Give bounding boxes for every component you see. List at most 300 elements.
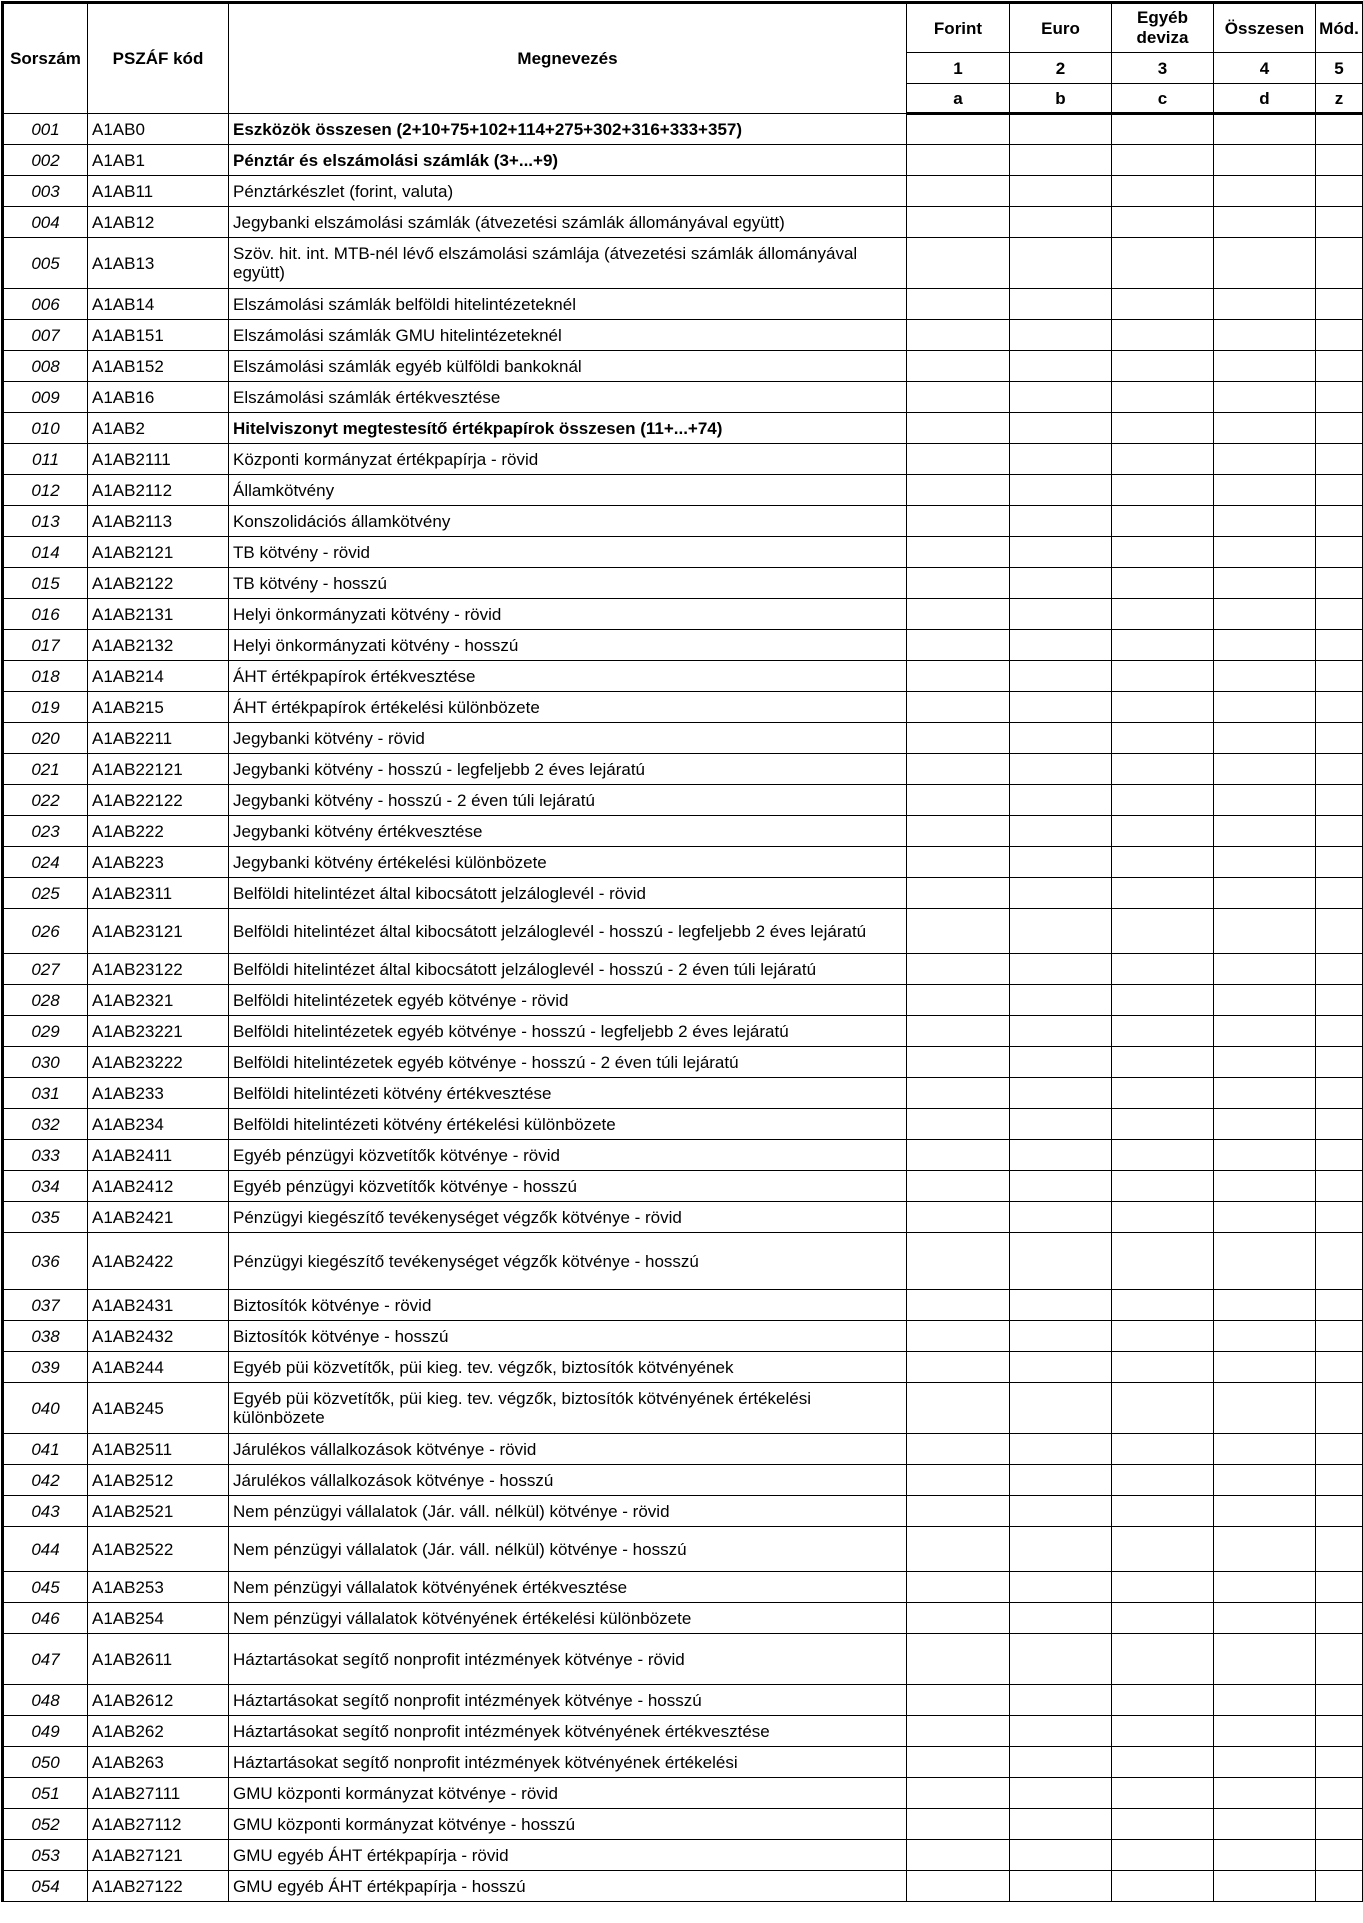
value-cell-mod[interactable] (1316, 320, 1363, 351)
value-cell-euro[interactable] (1010, 847, 1112, 878)
row-sorszam: 028 (3, 985, 88, 1016)
value-cell-forint[interactable] (907, 599, 1010, 630)
value-cell-forint[interactable] (907, 816, 1010, 847)
value-cell-egyeb-deviza[interactable] (1112, 413, 1214, 444)
value-cell-egyeb-deviza[interactable] (1112, 985, 1214, 1016)
value-cell-mod[interactable] (1316, 630, 1363, 661)
value-cell-mod[interactable] (1316, 847, 1363, 878)
value-cell-osszesen[interactable] (1214, 413, 1316, 444)
value-cell-osszesen[interactable] (1214, 1078, 1316, 1109)
value-cell-osszesen[interactable] (1214, 537, 1316, 568)
row-pszaf-kod: A1AB23122 (88, 954, 229, 985)
value-cell-osszesen[interactable] (1214, 506, 1316, 537)
row-pszaf-kod: A1AB22122 (88, 785, 229, 816)
value-cell-mod[interactable] (1316, 692, 1363, 723)
value-cell-mod[interactable] (1316, 444, 1363, 475)
value-cell-forint[interactable] (907, 1871, 1010, 1902)
value-cell-mod[interactable] (1316, 289, 1363, 320)
value-cell-osszesen[interactable] (1214, 1747, 1316, 1778)
value-cell-forint[interactable] (907, 985, 1010, 1016)
value-cell-euro[interactable] (1010, 1383, 1112, 1434)
value-cell-egyeb-deviza[interactable] (1112, 878, 1214, 909)
value-cell-osszesen[interactable] (1214, 954, 1316, 985)
value-cell-egyeb-deviza[interactable] (1112, 1527, 1214, 1572)
value-cell-forint[interactable] (907, 506, 1010, 537)
value-cell-mod[interactable] (1316, 599, 1363, 630)
value-cell-mod[interactable] (1316, 1233, 1363, 1290)
value-cell-mod[interactable] (1316, 382, 1363, 413)
value-cell-euro[interactable] (1010, 176, 1112, 207)
value-cell-mod[interactable] (1316, 1078, 1363, 1109)
table-row (3, 1352, 1363, 1383)
value-cell-egyeb-deviza[interactable] (1112, 1078, 1214, 1109)
row-megnevezes: Nem pénzügyi vállalatok kötvényének értékvesztése (229, 1572, 907, 1603)
value-cell-egyeb-deviza[interactable] (1112, 1352, 1214, 1383)
value-cell-euro[interactable] (1010, 114, 1112, 145)
value-cell-egyeb-deviza[interactable] (1112, 1496, 1214, 1527)
value-cell-forint[interactable] (907, 1047, 1010, 1078)
value-cell-forint[interactable] (907, 1634, 1010, 1685)
value-cell-forint[interactable] (907, 1078, 1010, 1109)
value-cell-osszesen[interactable] (1214, 1047, 1316, 1078)
value-cell-osszesen[interactable] (1214, 114, 1316, 145)
value-cell-egyeb-deviza[interactable] (1112, 1202, 1214, 1233)
value-cell-osszesen[interactable] (1214, 1572, 1316, 1603)
row-pszaf-kod: A1AB27122 (88, 1871, 229, 1902)
value-cell-mod[interactable] (1316, 1871, 1363, 1902)
value-cell-mod[interactable] (1316, 1290, 1363, 1321)
value-cell-euro[interactable] (1010, 1109, 1112, 1140)
value-cell-forint[interactable] (907, 1572, 1010, 1603)
value-cell-forint[interactable] (907, 1140, 1010, 1171)
value-cell-egyeb-deviza[interactable] (1112, 1747, 1214, 1778)
value-cell-osszesen[interactable] (1214, 599, 1316, 630)
value-cell-euro[interactable] (1010, 506, 1112, 537)
row-megnevezes: Belföldi hitelintézet által kibocsátott jelzáloglevél - rövid (229, 878, 907, 909)
value-cell-euro[interactable] (1010, 444, 1112, 475)
value-cell-mod[interactable] (1316, 909, 1363, 954)
value-cell-egyeb-deviza[interactable] (1112, 1383, 1214, 1434)
table-row (3, 1233, 1363, 1290)
value-cell-egyeb-deviza[interactable] (1112, 1685, 1214, 1716)
value-cell-mod[interactable] (1316, 754, 1363, 785)
value-cell-osszesen[interactable] (1214, 1871, 1316, 1902)
value-cell-mod[interactable] (1316, 878, 1363, 909)
value-cell-forint[interactable] (907, 1109, 1010, 1140)
value-cell-euro[interactable] (1010, 382, 1112, 413)
value-cell-egyeb-deviza[interactable] (1112, 723, 1214, 754)
value-cell-egyeb-deviza[interactable] (1112, 568, 1214, 599)
row-megnevezes: Jegybanki kötvény értékvesztése (229, 816, 907, 847)
value-cell-euro[interactable] (1010, 1496, 1112, 1527)
value-cell-forint[interactable] (907, 1685, 1010, 1716)
value-cell-euro[interactable] (1010, 537, 1112, 568)
value-cell-forint[interactable] (907, 1603, 1010, 1634)
value-cell-forint[interactable] (907, 1840, 1010, 1871)
value-cell-mod[interactable] (1316, 506, 1363, 537)
value-cell-egyeb-deviza[interactable] (1112, 1778, 1214, 1809)
value-cell-euro[interactable] (1010, 1871, 1112, 1902)
value-cell-euro[interactable] (1010, 1572, 1112, 1603)
value-cell-euro[interactable] (1010, 1171, 1112, 1202)
value-cell-osszesen[interactable] (1214, 1352, 1316, 1383)
value-cell-euro[interactable] (1010, 413, 1112, 444)
value-cell-forint[interactable] (907, 1290, 1010, 1321)
value-cell-osszesen[interactable] (1214, 1140, 1316, 1171)
row-megnevezes: Eszközök összesen (2+10+75+102+114+275+302+316+333+357) (229, 114, 907, 145)
value-cell-osszesen[interactable] (1214, 1527, 1316, 1572)
value-cell-forint[interactable] (907, 238, 1010, 289)
value-cell-euro[interactable] (1010, 1465, 1112, 1496)
value-cell-egyeb-deviza[interactable] (1112, 537, 1214, 568)
value-cell-euro[interactable] (1010, 1716, 1112, 1747)
value-cell-euro[interactable] (1010, 351, 1112, 382)
row-megnevezes: Belföldi hitelintézetek egyéb kötvénye - rövid (229, 985, 907, 1016)
value-cell-euro[interactable] (1010, 785, 1112, 816)
value-cell-osszesen[interactable] (1214, 475, 1316, 506)
value-cell-forint[interactable] (907, 289, 1010, 320)
header-colletter-z: z (1316, 84, 1363, 114)
value-cell-euro[interactable] (1010, 985, 1112, 1016)
value-cell-mod[interactable] (1316, 1716, 1363, 1747)
value-cell-mod[interactable] (1316, 1321, 1363, 1352)
value-cell-egyeb-deviza[interactable] (1112, 145, 1214, 176)
value-cell-osszesen[interactable] (1214, 1016, 1316, 1047)
value-cell-mod[interactable] (1316, 1603, 1363, 1634)
value-cell-osszesen[interactable] (1214, 1109, 1316, 1140)
value-cell-euro[interactable] (1010, 630, 1112, 661)
value-cell-osszesen[interactable] (1214, 878, 1316, 909)
row-megnevezes: TB kötvény - rövid (229, 537, 907, 568)
value-cell-egyeb-deviza[interactable] (1112, 785, 1214, 816)
value-cell-mod[interactable] (1316, 475, 1363, 506)
table-row (3, 1685, 1363, 1716)
value-cell-egyeb-deviza[interactable] (1112, 1634, 1214, 1685)
value-cell-mod[interactable] (1316, 816, 1363, 847)
value-cell-mod[interactable] (1316, 1016, 1363, 1047)
value-cell-egyeb-deviza[interactable] (1112, 847, 1214, 878)
value-cell-forint[interactable] (907, 723, 1010, 754)
value-cell-egyeb-deviza[interactable] (1112, 630, 1214, 661)
value-cell-egyeb-deviza[interactable] (1112, 1290, 1214, 1321)
value-cell-osszesen[interactable] (1214, 1434, 1316, 1465)
value-cell-forint[interactable] (907, 1171, 1010, 1202)
value-cell-mod[interactable] (1316, 1465, 1363, 1496)
value-cell-forint[interactable] (907, 1202, 1010, 1233)
value-cell-euro[interactable] (1010, 754, 1112, 785)
value-cell-mod[interactable] (1316, 1809, 1363, 1840)
value-cell-egyeb-deviza[interactable] (1112, 1716, 1214, 1747)
value-cell-mod[interactable] (1316, 176, 1363, 207)
value-cell-mod[interactable] (1316, 1434, 1363, 1465)
value-cell-egyeb-deviza[interactable] (1112, 475, 1214, 506)
value-cell-egyeb-deviza[interactable] (1112, 444, 1214, 475)
value-cell-forint[interactable] (907, 785, 1010, 816)
value-cell-egyeb-deviza[interactable] (1112, 207, 1214, 238)
value-cell-forint[interactable] (907, 1716, 1010, 1747)
value-cell-osszesen[interactable] (1214, 723, 1316, 754)
table-body (3, 114, 1363, 1902)
value-cell-osszesen[interactable] (1214, 692, 1316, 723)
value-cell-osszesen[interactable] (1214, 754, 1316, 785)
value-cell-euro[interactable] (1010, 568, 1112, 599)
row-sorszam: 001 (3, 114, 88, 145)
value-cell-forint[interactable] (907, 878, 1010, 909)
value-cell-osszesen[interactable] (1214, 320, 1316, 351)
value-cell-euro[interactable] (1010, 1747, 1112, 1778)
value-cell-egyeb-deviza[interactable] (1112, 754, 1214, 785)
value-cell-forint[interactable] (907, 320, 1010, 351)
value-cell-euro[interactable] (1010, 1290, 1112, 1321)
row-pszaf-kod: A1AB245 (88, 1383, 229, 1434)
value-cell-euro[interactable] (1010, 1434, 1112, 1465)
value-cell-euro[interactable] (1010, 878, 1112, 909)
value-cell-osszesen[interactable] (1214, 444, 1316, 475)
value-cell-euro[interactable] (1010, 1527, 1112, 1572)
value-cell-forint[interactable] (907, 444, 1010, 475)
value-cell-euro[interactable] (1010, 1321, 1112, 1352)
value-cell-mod[interactable] (1316, 1572, 1363, 1603)
value-cell-mod[interactable] (1316, 413, 1363, 444)
value-cell-forint[interactable] (907, 661, 1010, 692)
value-cell-forint[interactable] (907, 176, 1010, 207)
value-cell-mod[interactable] (1316, 1047, 1363, 1078)
value-cell-forint[interactable] (907, 1747, 1010, 1778)
value-cell-mod[interactable] (1316, 207, 1363, 238)
value-cell-mod[interactable] (1316, 1171, 1363, 1202)
value-cell-mod[interactable] (1316, 1840, 1363, 1871)
value-cell-mod[interactable] (1316, 1140, 1363, 1171)
row-pszaf-kod: A1AB2112 (88, 475, 229, 506)
value-cell-forint[interactable] (907, 754, 1010, 785)
value-cell-mod[interactable] (1316, 114, 1363, 145)
value-cell-mod[interactable] (1316, 351, 1363, 382)
value-cell-euro[interactable] (1010, 1840, 1112, 1871)
row-sorszam: 054 (3, 1871, 88, 1902)
value-cell-forint[interactable] (907, 1233, 1010, 1290)
value-cell-mod[interactable] (1316, 145, 1363, 176)
value-cell-euro[interactable] (1010, 1603, 1112, 1634)
value-cell-forint[interactable] (907, 114, 1010, 145)
value-cell-egyeb-deviza[interactable] (1112, 1233, 1214, 1290)
value-cell-egyeb-deviza[interactable] (1112, 238, 1214, 289)
value-cell-osszesen[interactable] (1214, 847, 1316, 878)
value-cell-forint[interactable] (907, 568, 1010, 599)
value-cell-euro[interactable] (1010, 145, 1112, 176)
value-cell-osszesen[interactable] (1214, 1496, 1316, 1527)
value-cell-mod[interactable] (1316, 954, 1363, 985)
row-sorszam: 018 (3, 661, 88, 692)
value-cell-forint[interactable] (907, 1016, 1010, 1047)
row-pszaf-kod: A1AB2611 (88, 1634, 229, 1685)
value-cell-egyeb-deviza[interactable] (1112, 1840, 1214, 1871)
row-megnevezes: Jegybanki kötvény - hosszú - 2 éven túli lejáratú (229, 785, 907, 816)
value-cell-osszesen[interactable] (1214, 568, 1316, 599)
value-cell-egyeb-deviza[interactable] (1112, 1871, 1214, 1902)
value-cell-osszesen[interactable] (1214, 1809, 1316, 1840)
value-cell-euro[interactable] (1010, 599, 1112, 630)
value-cell-forint[interactable] (907, 1465, 1010, 1496)
value-cell-euro[interactable] (1010, 1047, 1112, 1078)
value-cell-euro[interactable] (1010, 692, 1112, 723)
value-cell-mod[interactable] (1316, 1496, 1363, 1527)
value-cell-mod[interactable] (1316, 1778, 1363, 1809)
value-cell-forint[interactable] (907, 382, 1010, 413)
value-cell-euro[interactable] (1010, 1140, 1112, 1171)
value-cell-mod[interactable] (1316, 568, 1363, 599)
value-cell-forint[interactable] (907, 537, 1010, 568)
value-cell-euro[interactable] (1010, 661, 1112, 692)
value-cell-forint[interactable] (907, 1321, 1010, 1352)
value-cell-mod[interactable] (1316, 985, 1363, 1016)
value-cell-egyeb-deviza[interactable] (1112, 351, 1214, 382)
value-cell-egyeb-deviza[interactable] (1112, 1434, 1214, 1465)
value-cell-osszesen[interactable] (1214, 1778, 1316, 1809)
value-cell-osszesen[interactable] (1214, 1603, 1316, 1634)
value-cell-egyeb-deviza[interactable] (1112, 661, 1214, 692)
value-cell-egyeb-deviza[interactable] (1112, 1603, 1214, 1634)
table-row (3, 1140, 1363, 1171)
value-cell-egyeb-deviza[interactable] (1112, 909, 1214, 954)
value-cell-egyeb-deviza[interactable] (1112, 1016, 1214, 1047)
value-cell-forint[interactable] (907, 1352, 1010, 1383)
value-cell-egyeb-deviza[interactable] (1112, 320, 1214, 351)
value-cell-euro[interactable] (1010, 1202, 1112, 1233)
value-cell-forint[interactable] (907, 847, 1010, 878)
value-cell-mod[interactable] (1316, 1747, 1363, 1778)
value-cell-forint[interactable] (907, 1496, 1010, 1527)
value-cell-forint[interactable] (907, 1434, 1010, 1465)
value-cell-osszesen[interactable] (1214, 207, 1316, 238)
value-cell-osszesen[interactable] (1214, 176, 1316, 207)
value-cell-euro[interactable] (1010, 238, 1112, 289)
value-cell-forint[interactable] (907, 909, 1010, 954)
table-row (3, 351, 1363, 382)
table-row (3, 1202, 1363, 1233)
value-cell-osszesen[interactable] (1214, 1233, 1316, 1290)
value-cell-mod[interactable] (1316, 537, 1363, 568)
value-cell-egyeb-deviza[interactable] (1112, 1809, 1214, 1840)
value-cell-egyeb-deviza[interactable] (1112, 1109, 1214, 1140)
value-cell-mod[interactable] (1316, 1527, 1363, 1572)
value-cell-egyeb-deviza[interactable] (1112, 114, 1214, 145)
value-cell-forint[interactable] (907, 1809, 1010, 1840)
value-cell-egyeb-deviza[interactable] (1112, 692, 1214, 723)
value-cell-forint[interactable] (907, 475, 1010, 506)
value-cell-egyeb-deviza[interactable] (1112, 816, 1214, 847)
value-cell-euro[interactable] (1010, 475, 1112, 506)
value-cell-forint[interactable] (907, 1383, 1010, 1434)
value-cell-euro[interactable] (1010, 1685, 1112, 1716)
value-cell-osszesen[interactable] (1214, 1171, 1316, 1202)
value-cell-egyeb-deviza[interactable] (1112, 1321, 1214, 1352)
value-cell-osszesen[interactable] (1214, 1202, 1316, 1233)
value-cell-osszesen[interactable] (1214, 1321, 1316, 1352)
value-cell-osszesen[interactable] (1214, 816, 1316, 847)
value-cell-osszesen[interactable] (1214, 1716, 1316, 1747)
value-cell-egyeb-deviza[interactable] (1112, 176, 1214, 207)
value-cell-egyeb-deviza[interactable] (1112, 599, 1214, 630)
value-cell-osszesen[interactable] (1214, 630, 1316, 661)
value-cell-egyeb-deviza[interactable] (1112, 1465, 1214, 1496)
value-cell-egyeb-deviza[interactable] (1112, 1171, 1214, 1202)
value-cell-egyeb-deviza[interactable] (1112, 954, 1214, 985)
value-cell-mod[interactable] (1316, 1634, 1363, 1685)
value-cell-mod[interactable] (1316, 723, 1363, 754)
value-cell-osszesen[interactable] (1214, 1383, 1316, 1434)
value-cell-forint[interactable] (907, 954, 1010, 985)
value-cell-osszesen[interactable] (1214, 1840, 1316, 1871)
value-cell-egyeb-deviza[interactable] (1112, 506, 1214, 537)
value-cell-euro[interactable] (1010, 1634, 1112, 1685)
row-sorszam: 052 (3, 1809, 88, 1840)
value-cell-osszesen[interactable] (1214, 289, 1316, 320)
value-cell-forint[interactable] (907, 145, 1010, 176)
value-cell-mod[interactable] (1316, 1109, 1363, 1140)
value-cell-egyeb-deviza[interactable] (1112, 382, 1214, 413)
value-cell-forint[interactable] (907, 351, 1010, 382)
value-cell-mod[interactable] (1316, 1383, 1363, 1434)
value-cell-forint[interactable] (907, 1527, 1010, 1572)
value-cell-osszesen[interactable] (1214, 985, 1316, 1016)
value-cell-euro[interactable] (1010, 723, 1112, 754)
row-pszaf-kod: A1AB2511 (88, 1434, 229, 1465)
value-cell-mod[interactable] (1316, 661, 1363, 692)
value-cell-euro[interactable] (1010, 1078, 1112, 1109)
value-cell-euro[interactable] (1010, 289, 1112, 320)
value-cell-egyeb-deviza[interactable] (1112, 1047, 1214, 1078)
value-cell-mod[interactable] (1316, 1352, 1363, 1383)
value-cell-euro[interactable] (1010, 320, 1112, 351)
value-cell-mod[interactable] (1316, 1685, 1363, 1716)
row-sorszam: 012 (3, 475, 88, 506)
value-cell-egyeb-deviza[interactable] (1112, 1572, 1214, 1603)
value-cell-osszesen[interactable] (1214, 661, 1316, 692)
value-cell-forint[interactable] (907, 1778, 1010, 1809)
value-cell-osszesen[interactable] (1214, 1685, 1316, 1716)
value-cell-osszesen[interactable] (1214, 785, 1316, 816)
value-cell-osszesen[interactable] (1214, 909, 1316, 954)
value-cell-euro[interactable] (1010, 1352, 1112, 1383)
value-cell-forint[interactable] (907, 630, 1010, 661)
value-cell-euro[interactable] (1010, 816, 1112, 847)
value-cell-osszesen[interactable] (1214, 145, 1316, 176)
value-cell-euro[interactable] (1010, 909, 1112, 954)
value-cell-osszesen[interactable] (1214, 1290, 1316, 1321)
value-cell-forint[interactable] (907, 413, 1010, 444)
value-cell-euro[interactable] (1010, 1233, 1112, 1290)
value-cell-euro[interactable] (1010, 207, 1112, 238)
value-cell-osszesen[interactable] (1214, 382, 1316, 413)
table-row (3, 630, 1363, 661)
value-cell-egyeb-deviza[interactable] (1112, 1140, 1214, 1171)
value-cell-forint[interactable] (907, 207, 1010, 238)
value-cell-osszesen[interactable] (1214, 238, 1316, 289)
value-cell-mod[interactable] (1316, 785, 1363, 816)
value-cell-euro[interactable] (1010, 1016, 1112, 1047)
value-cell-euro[interactable] (1010, 954, 1112, 985)
value-cell-mod[interactable] (1316, 1202, 1363, 1233)
value-cell-osszesen[interactable] (1214, 1634, 1316, 1685)
value-cell-forint[interactable] (907, 692, 1010, 723)
value-cell-euro[interactable] (1010, 1778, 1112, 1809)
value-cell-mod[interactable] (1316, 238, 1363, 289)
row-sorszam: 042 (3, 1465, 88, 1496)
value-cell-osszesen[interactable] (1214, 351, 1316, 382)
value-cell-egyeb-deviza[interactable] (1112, 289, 1214, 320)
value-cell-euro[interactable] (1010, 1809, 1112, 1840)
value-cell-osszesen[interactable] (1214, 1465, 1316, 1496)
